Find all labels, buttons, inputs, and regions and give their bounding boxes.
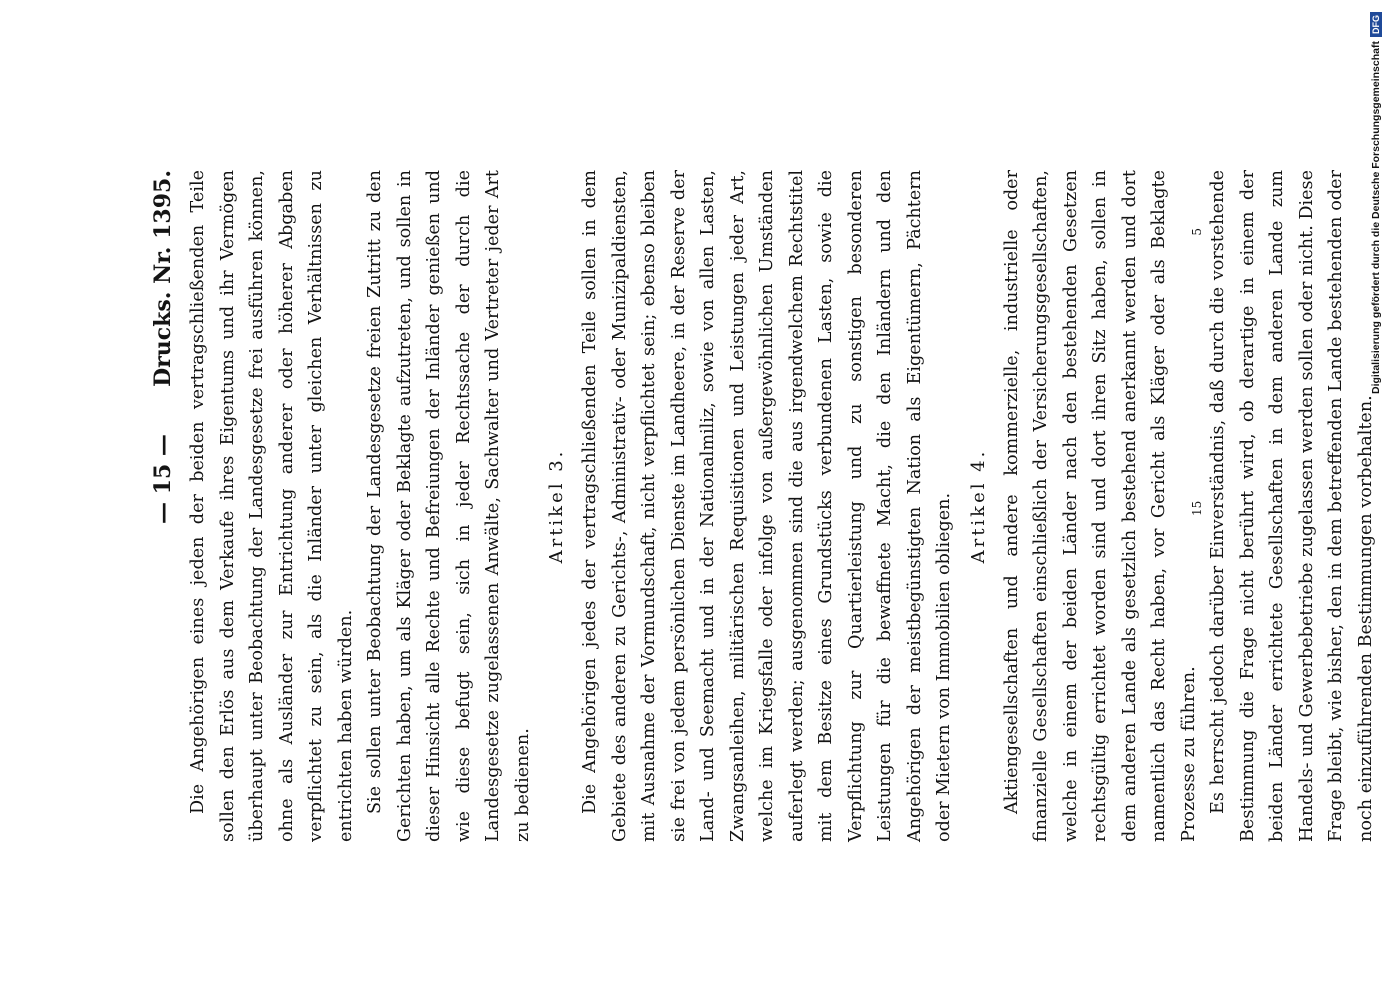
digitization-note-text: Digitalisierung gefördert durch die Deutsche Forschungsgemeinschaft (1370, 41, 1382, 394)
paragraph-5: Es herrscht jedoch darüber Einverständnis, daß durch die vorstehende Bestimmung die Frage nicht berührt wird, ob derartige in einem der beiden Länder errichtete Gesellschaften in dem anderen Lande zum Handels- und Gewerbebetriebe zugelassen werden sollen oder nicht. Diese Frage bleibt, wie bisher, den in dem betreffenden Lande bestehenden oder noch einzuführenden Bestimmungen vorbehalten. (1208, 170, 1376, 842)
paragraph-3: Die Angehörigen jedes der vertragschließenden Teile sollen in dem Gebiete des anderen zu Gerichts-, Administrativ- oder Munizipaldiensten, mit Ausnahme der Vormundschaft, nicht verpflichtet sein; ebenso bleiben sie frei von jedem persönlichen Dienste im Landheere, in der Reserve der Land- und Seemacht und in der Nationalmiliz, sowie von allen Lasten, Zwangsanleihen, militärischen Requisitionen und Leistungen jeder Art, welche im Kriegsfalle oder infolge von außergewöhnlichen Umständen auferlegt werden; ausgenommen sind die aus irgendwelchem Rechtstitel mit dem Besitze eines Grundstücks verbundenen Lasten, sowie die Verpflichtung zur Quartierleistung und zu sonstigen besonderen Leistungen für die bewaffnete Macht, die den Inländern und den Angehörigen der meistbegünstigten Nation als Eigentümern, Pächtern oder Mietern von Immobilien obliegen. (580, 170, 954, 842)
page-number: — 15 — (150, 434, 176, 524)
drucksache-number: Drucks. Nr. 1395. (150, 170, 176, 387)
footer-number: 15 (1190, 500, 1204, 516)
paragraph-2: Sie sollen unter Beobachtung der Landesgesetze freien Zutritt zu den Gerichten haben, um als Kläger oder Beklagte aufzutreten, und sollen in dieser Hinsicht alle Rechte und Befreiungen der Inländer genießen und wie diese befugt sein, sich in jeder Rechtssache der durch die Landesgesetze zugelassenen Anwälte, Sachwalter und Vertreter jeder Art zu bedienen. (365, 170, 533, 842)
paragraph-4: Aktiengesellschaften und andere kommerzielle, industrielle oder finanzielle Gesellschaften einschließlich der Versicherungsgesellschaften, welche in einem der beiden Länder nach den bestehenden Gesetzen rechtsgültig errichtet worden sind und dort ihren Sitz haben, sollen in dem anderen Lande als gesetzlich bestehend anerkannt werden und dort namentlich das Recht haben, vor Gericht als Kläger oder als Beklagte Prozesse zu führen. (1001, 170, 1199, 842)
dfg-logo: DFG (1370, 12, 1382, 37)
article-4-heading: Artikel 4. (967, 448, 989, 564)
article-3-heading: Artikel 3. (546, 448, 567, 564)
footer-mark: 5 (1190, 228, 1204, 236)
digitization-note (1370, 15, 1382, 400)
document-page (150, 170, 1376, 842)
paragraph-1: Die Angehörigen eines jeden der beiden vertragschließenden Teile sollen den Erlös aus dem Verkaufe ihres Eigentums und ihr Vermögen überhaupt unter Beobachtung der Landesgesetze frei ausführen können, ohne als Ausländer zur Entrichtung anderer oder höherer Abgaben verpflichtet zu sein, als die Inländer unter gleichen Verhältnissen zu entrichten haben würden. (188, 170, 356, 842)
